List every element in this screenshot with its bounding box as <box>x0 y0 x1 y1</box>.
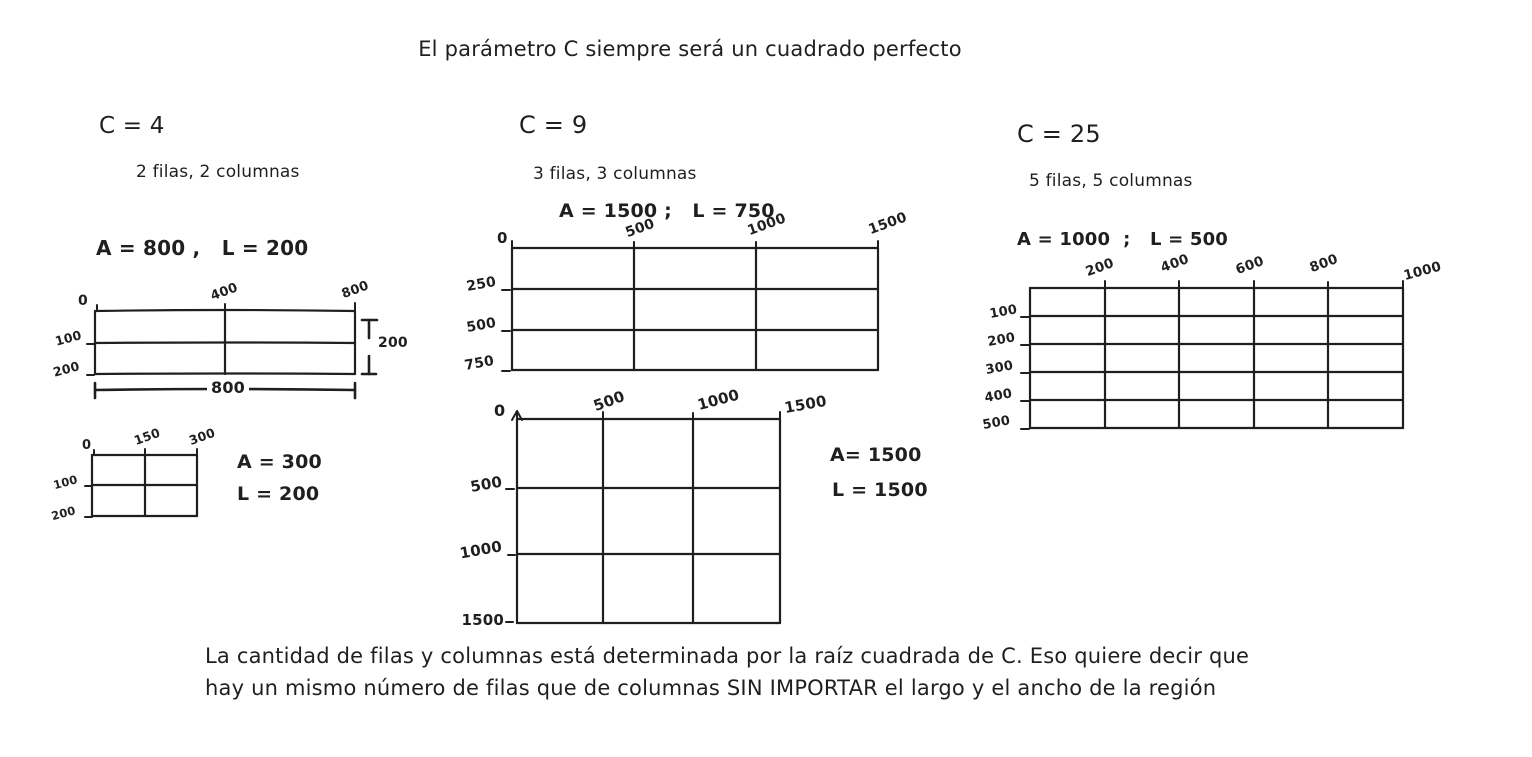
c25-grid-x-tick-label: 600 <box>1233 253 1267 278</box>
c9-area-largo-label: A = 1500 ; L = 750 <box>559 200 775 222</box>
c9-filas-columnas-label: 3 filas, 3 columnas <box>533 164 697 184</box>
c4-grid2-x-tick-label: 150 <box>131 424 163 448</box>
c9-grid2-area-label: A= 1500 <box>830 444 922 466</box>
c25-filas-columnas-label: 5 filas, 5 columnas <box>1029 171 1193 191</box>
c25-grid-x-tick-label: 200 <box>1083 255 1117 280</box>
c4-height-measure-label: 200 <box>378 335 408 351</box>
c4-grid2-x-tick-label: 0 <box>82 438 92 453</box>
c9-grid2-y-tick-label: 1000 <box>458 537 504 563</box>
c9-grid1-x-tick-label: 0 <box>497 229 508 247</box>
grid-c4-bottom-lines <box>85 449 197 517</box>
c25-grid-y-tick-label: 500 <box>981 413 1012 433</box>
c4-area-largo-label: A = 800 , L = 200 <box>96 236 309 260</box>
c9-grid2-x-tick-label: 500 <box>591 387 628 415</box>
c9-grid2-y-tick-label: 500 <box>468 472 504 496</box>
c4-grid2-y-tick-label: 100 <box>51 472 80 493</box>
c4-grid1-x-tick-label: 800 <box>339 278 371 303</box>
c25-area-largo-label: A = 1000 ; L = 500 <box>1017 229 1229 250</box>
c9-grid1-x-tick-label: 1000 <box>745 210 789 240</box>
c4-filas-columnas-label: 2 filas, 2 columnas <box>136 162 300 182</box>
c4-grid1-y-tick-label: 200 <box>51 358 82 380</box>
c25-value-label: C = 25 <box>1017 120 1101 148</box>
c9-grid1-y-tick-label: 250 <box>465 273 498 295</box>
c9-grid1-y-tick-label: 500 <box>465 314 498 336</box>
grid-c9-top-lines <box>502 241 878 371</box>
c4-grid2-x-tick-label: 300 <box>186 424 218 448</box>
c25-grid-x-tick-label: 1000 <box>1401 258 1444 284</box>
c25-grid-x-tick-label: 400 <box>1158 251 1192 276</box>
c4-grid1-x-tick-label: 0 <box>78 293 88 309</box>
c25-grid-y-tick-label: 200 <box>986 330 1017 350</box>
footer-line-1: La cantidad de filas y columnas está determinada por la raíz cuadrada de C. Eso quiere decir que <box>205 644 1250 668</box>
c9-grid2-x-tick-label: 1000 <box>695 385 742 414</box>
c4-grid1-x-tick-label: 400 <box>208 280 240 305</box>
page-title: El parámetro C siempre será un cuadrado perfecto <box>418 37 962 61</box>
c9-grid2-x-tick-label: 1500 <box>782 391 829 417</box>
c4-value-label: C = 4 <box>99 113 165 139</box>
c4-width-measure-label: 800 <box>207 379 249 397</box>
c25-grid-y-tick-label: 100 <box>988 302 1019 322</box>
c9-grid1-x-tick-label: 500 <box>623 215 657 242</box>
c9-grid2-largo-label: L = 1500 <box>832 479 928 501</box>
c9-grid1-x-tick-label: 1500 <box>866 209 910 239</box>
grid-c9-bottom-lines <box>506 411 780 623</box>
footer-line-2: hay un mismo número de filas que de columnas SIN IMPORTAR el largo y el ancho de la región <box>205 676 1217 700</box>
c4-grid1-y-tick-label: 100 <box>53 327 84 349</box>
c9-grid2-x-tick-label: 0 <box>494 401 506 420</box>
c25-grid-y-tick-label: 300 <box>984 358 1015 378</box>
c25-grid-y-tick-label: 400 <box>983 386 1014 406</box>
c4-grid2-area-label: A = 300 <box>237 451 322 473</box>
c4-grid2-y-tick-label: 200 <box>49 503 78 524</box>
c4-grid2-largo-label: L = 200 <box>237 483 320 505</box>
c9-grid1-y-tick-label: 750 <box>463 352 496 374</box>
c9-grid2-y-tick-label: 1500 <box>461 611 504 629</box>
c9-value-label: C = 9 <box>519 111 588 139</box>
c25-grid-x-tick-label: 800 <box>1307 251 1341 276</box>
grid-c25-lines <box>1021 281 1403 429</box>
